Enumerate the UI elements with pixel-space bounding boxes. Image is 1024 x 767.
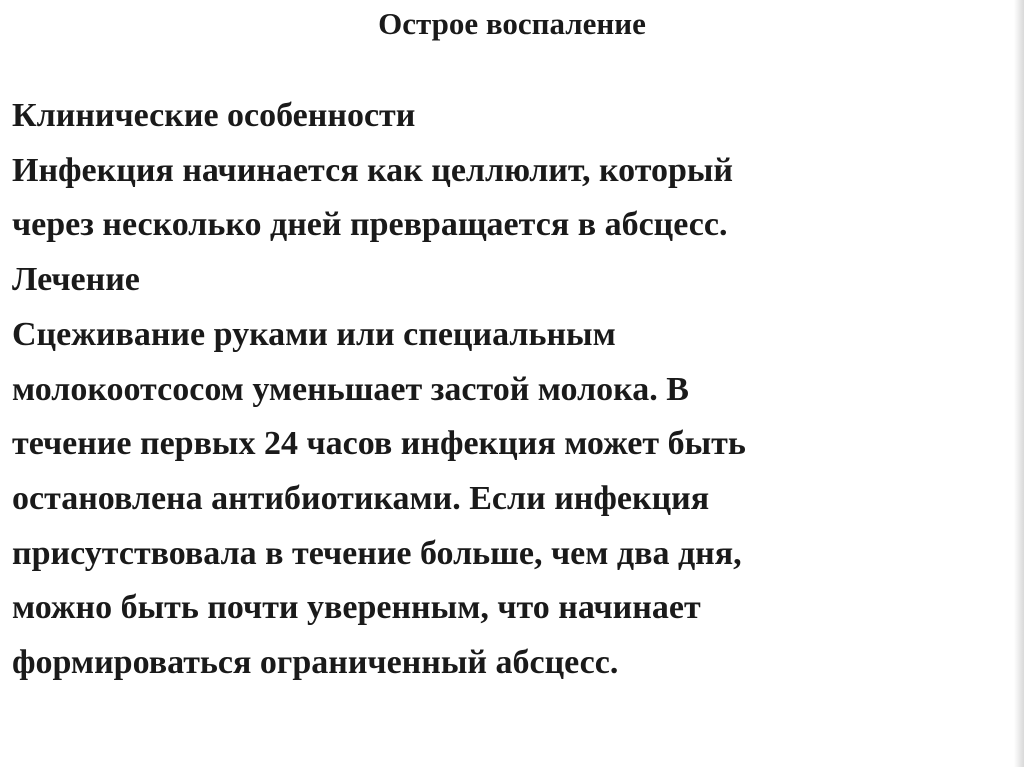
body-line: можно быть почти уверенным, что начинает xyxy=(12,589,701,627)
body-line: Сцеживание руками или специальным xyxy=(12,315,616,353)
body-line: молокоотсосом уменьшает застой молока. В xyxy=(12,370,689,408)
body-line: течение первых 24 часов инфекция может быть xyxy=(12,425,746,463)
body-line: формироваться ограниченный абсцесс. xyxy=(12,644,619,682)
slide-edge-shadow xyxy=(1014,0,1024,767)
body-line: Инфекция начинается как целлюлит, который xyxy=(12,151,734,189)
heading-treatment: Лечение xyxy=(12,261,140,299)
body-line: присутствовала в течение больше, чем два дня, xyxy=(12,534,742,572)
slide-title: Острое воспаление xyxy=(378,6,646,41)
body-line: через несколько дней превращается в абсцесс. xyxy=(12,206,728,244)
slide-body xyxy=(12,89,1012,691)
body-line: остановлена антибиотиками. Если инфекция xyxy=(12,479,710,517)
heading-clinical-features: Клинические особенности xyxy=(12,97,416,134)
